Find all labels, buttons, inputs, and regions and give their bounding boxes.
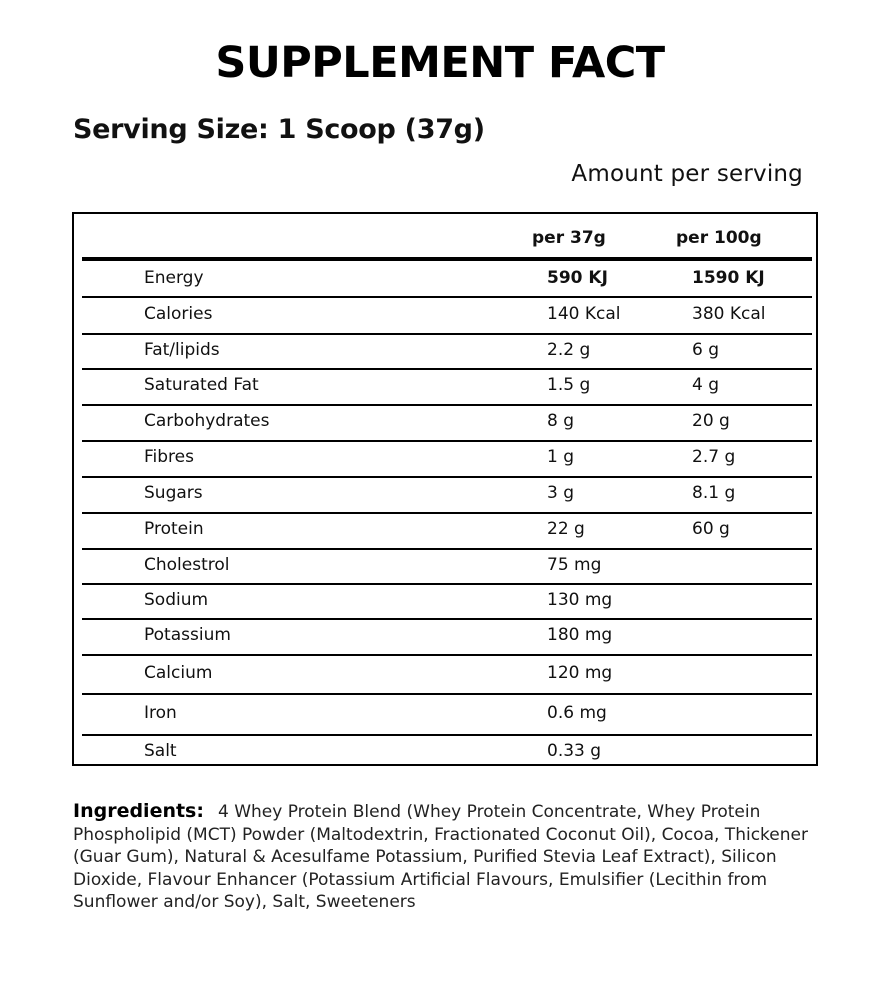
row-name: Cholestrol — [144, 555, 230, 575]
row-name: Iron — [144, 703, 177, 723]
row-value-per-37g: 140 Kcal — [547, 304, 621, 324]
table-row — [82, 512, 812, 550]
table-row — [82, 583, 812, 620]
row-value-per-100g: 4 g — [692, 375, 720, 395]
row-name: Fat/lipids — [144, 340, 220, 360]
row-value-per-100g: 2.7 g — [692, 447, 736, 467]
table-row — [82, 654, 812, 695]
row-value-per-37g: 130 mg — [547, 590, 613, 610]
table-row — [82, 333, 812, 370]
table-row — [82, 734, 812, 769]
ingredients-section — [73, 800, 823, 914]
row-value-per-37g: 22 g — [547, 519, 585, 539]
row-value-per-100g: 380 Kcal — [692, 304, 766, 324]
nutrition-table — [72, 212, 818, 766]
table-row — [82, 404, 812, 442]
row-name: Potassium — [144, 625, 231, 645]
table-row — [82, 261, 812, 298]
row-name: Carbohydrates — [144, 411, 270, 431]
column-header-per-100g: per 100g — [676, 228, 762, 248]
row-value-per-37g: 3 g — [547, 483, 575, 503]
table-row — [82, 368, 812, 406]
amount-per-serving-label: Amount per serving — [571, 161, 803, 187]
row-value-per-100g: 6 g — [692, 340, 720, 360]
serving-size: Serving Size: 1 Scoop (37g) — [73, 114, 485, 145]
row-value-per-37g: 2.2 g — [547, 340, 591, 360]
row-value-per-37g: 590 KJ — [547, 268, 608, 288]
row-value-per-37g: 0.6 mg — [547, 703, 607, 723]
column-header-per-37g: per 37g — [532, 228, 606, 248]
table-row — [82, 476, 812, 514]
row-value-per-100g: 60 g — [692, 519, 730, 539]
row-name: Salt — [144, 741, 177, 761]
row-name: Saturated Fat — [144, 375, 259, 395]
table-row — [82, 548, 812, 585]
row-value-per-100g: 20 g — [692, 411, 730, 431]
page-title: SUPPLEMENT FACT — [215, 38, 665, 88]
row-value-per-37g: 1 g — [547, 447, 575, 467]
row-value-per-37g: 1.5 g — [547, 375, 591, 395]
row-name: Protein — [144, 519, 204, 539]
table-row — [82, 296, 812, 335]
table-row — [82, 440, 812, 478]
row-name: Sodium — [144, 590, 209, 610]
table-row — [82, 618, 812, 656]
ingredients-label: Ingredients: — [73, 800, 204, 822]
row-name: Calcium — [144, 663, 213, 683]
row-value-per-37g: 8 g — [547, 411, 575, 431]
row-name: Sugars — [144, 483, 203, 503]
row-value-per-100g: 8.1 g — [692, 483, 736, 503]
row-name: Fibres — [144, 447, 194, 467]
table-row — [82, 693, 812, 736]
row-value-per-37g: 75 mg — [547, 555, 602, 575]
row-value-per-37g: 0.33 g — [547, 741, 602, 761]
row-value-per-37g: 180 mg — [547, 625, 613, 645]
row-value-per-100g: 1590 KJ — [692, 268, 765, 288]
row-name: Energy — [144, 268, 204, 288]
row-name: Calories — [144, 304, 213, 324]
ingredients-text: 4 Whey Protein Blend (Whey Protein Concentrate, Whey Protein Phospholipid (MCT) Powder (Maltodextrin, Fractionated Coconut Oil), Cocoa, Thickener (Guar Gum), Natural & Acesulfame Potassium, Purified Stevia Leaf Extract), Silicon Dioxide, Flavour Enhancer (Potassium Artificial Flavours, Emulsifier (Lecithin from Sunflower and/or Soy), Salt, Sweeteners — [73, 802, 808, 912]
row-value-per-37g: 120 mg — [547, 663, 613, 683]
